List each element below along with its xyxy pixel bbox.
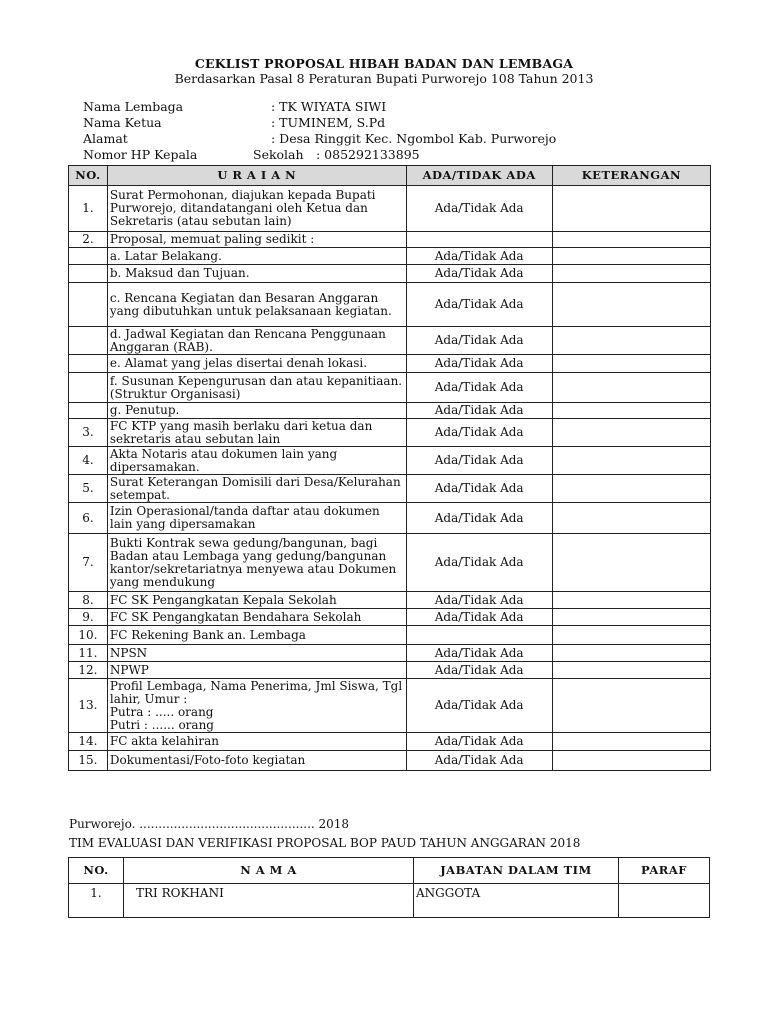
checklist-row xyxy=(69,662,711,679)
checklist-row xyxy=(69,447,711,475)
info-value: : TUMINEM, S.Pd xyxy=(271,115,386,130)
row-no xyxy=(69,403,108,419)
row-ada-tidak-ada: Ada/Tidak Ada xyxy=(406,265,552,283)
row-keterangan xyxy=(552,373,710,403)
row-uraian: Dokumentasi/Foto-foto kegiatan xyxy=(107,751,406,771)
checklist-row xyxy=(69,733,711,751)
row-keterangan xyxy=(552,283,710,327)
row-uraian: g. Penutup. xyxy=(107,403,406,419)
row-no: 10. xyxy=(69,626,108,645)
checklist-row xyxy=(69,355,711,373)
info-value: : Desa Ringgit Kec. Ngombol Kab. Purworejo xyxy=(271,131,557,146)
row-uraian-text: Profil Lembaga, Nama Penerima, Jml Siswa, Tgl lahir, Umur : xyxy=(109,678,403,706)
tim-col-jabatan: JABATAN DALAM TIM xyxy=(414,858,619,884)
tim-row-paraf xyxy=(619,884,710,918)
tim-row-jabatan: ANGGOTA xyxy=(414,884,619,918)
checklist-row xyxy=(69,475,711,503)
row-uraian: e. Alamat yang jelas disertai denah lokasi. xyxy=(107,355,406,373)
row-uraian: Proposal, memuat paling sedikit : xyxy=(107,232,406,248)
checklist-row xyxy=(69,248,711,265)
row-keterangan xyxy=(552,355,710,373)
row-uraian-sub: Putri : ...... orang xyxy=(109,717,214,732)
checklist-row xyxy=(69,373,711,403)
row-no: 4. xyxy=(69,447,108,475)
place-date: Purworejo. .............................................. 2018 xyxy=(69,817,350,831)
row-uraian-sub: Putra : ..... orang xyxy=(109,704,214,719)
row-ada-tidak-ada xyxy=(406,232,552,248)
row-no: 8. xyxy=(69,592,108,609)
row-keterangan xyxy=(552,645,710,662)
row-uraian: Izin Operasional/tanda daftar atau dokumen lain yang dipersamakan xyxy=(107,503,406,534)
row-keterangan xyxy=(552,662,710,679)
checklist-row xyxy=(69,609,711,626)
row-no xyxy=(69,373,108,403)
row-no xyxy=(69,355,108,373)
row-keterangan xyxy=(552,327,710,355)
row-no: 6. xyxy=(69,503,108,534)
checklist-row xyxy=(69,419,711,447)
row-keterangan xyxy=(552,733,710,751)
info-label: Alamat xyxy=(83,131,128,146)
row-ada-tidak-ada: Ada/Tidak Ada xyxy=(406,733,552,751)
row-uraian: b. Maksud dan Tujuan. xyxy=(107,265,406,283)
tim-row xyxy=(69,884,710,918)
checklist-table xyxy=(68,165,711,771)
document-subtitle: Berdasarkan Pasal 8 Peraturan Bupati Purworejo 108 Tahun 2013 xyxy=(174,71,594,86)
row-ada-tidak-ada: Ada/Tidak Ada xyxy=(406,248,552,265)
row-no: 13. xyxy=(69,679,108,733)
row-uraian: a. Latar Belakang. xyxy=(107,248,406,265)
row-keterangan xyxy=(552,403,710,419)
row-ada-tidak-ada: Ada/Tidak Ada xyxy=(406,447,552,475)
row-keterangan xyxy=(552,447,710,475)
row-no: 3. xyxy=(69,419,108,447)
row-uraian: Bukti Kontrak sewa gedung/bangunan, bagi Badan atau Lembaga yang gedung/bangunan kantor/sekretariatnya menyewa atau Dokumen yang mendukung xyxy=(107,534,406,592)
checklist-row xyxy=(69,534,711,592)
col-header-keterangan: KETERANGAN xyxy=(552,166,710,186)
checklist-header-row xyxy=(69,166,711,186)
document-title: CEKLIST PROPOSAL HIBAH BADAN DAN LEMBAGA xyxy=(194,56,574,71)
row-ada-tidak-ada xyxy=(406,626,552,645)
info-value: : 085292133895 xyxy=(316,147,420,162)
checklist-row xyxy=(69,232,711,248)
row-keterangan xyxy=(552,592,710,609)
tim-col-nama: N A M A xyxy=(124,858,414,884)
row-no xyxy=(69,265,108,283)
row-ada-tidak-ada: Ada/Tidak Ada xyxy=(406,751,552,771)
col-header-uraian: U R A I A N xyxy=(107,166,406,186)
checklist-row xyxy=(69,503,711,534)
info-value: : TK WIYATA SIWI xyxy=(271,99,387,114)
row-keterangan xyxy=(552,609,710,626)
row-uraian: d. Jadwal Kegiatan dan Rencana Penggunaan Anggaran (RAB). xyxy=(107,327,406,355)
row-uraian: FC SK Pengangkatan Bendahara Sekolah xyxy=(107,609,406,626)
info-label: Nama Ketua xyxy=(83,115,162,130)
row-ada-tidak-ada: Ada/Tidak Ada xyxy=(406,403,552,419)
checklist-row xyxy=(69,327,711,355)
row-no: 15. xyxy=(69,751,108,771)
row-uraian: NPWP xyxy=(107,662,406,679)
tim-table xyxy=(68,857,710,918)
row-uraian: FC Rekening Bank an. Lembaga xyxy=(107,626,406,645)
row-keterangan xyxy=(552,265,710,283)
row-no: 1. xyxy=(69,186,108,232)
tim-col-no: NO. xyxy=(69,858,124,884)
info-label-sekolah: Sekolah xyxy=(253,147,304,162)
row-uraian: FC akta kelahiran xyxy=(107,733,406,751)
tim-col-paraf: PARAF xyxy=(619,858,710,884)
row-uraian: FC SK Pengangkatan Kepala Sekolah xyxy=(107,592,406,609)
checklist-row xyxy=(69,186,711,232)
checklist-row xyxy=(69,283,711,327)
info-label: Nama Lembaga xyxy=(83,99,184,114)
checklist-row xyxy=(69,403,711,419)
checklist-row xyxy=(69,751,711,771)
tim-row-nama: TRI ROKHANI xyxy=(124,884,414,918)
row-ada-tidak-ada: Ada/Tidak Ada xyxy=(406,419,552,447)
row-ada-tidak-ada: Ada/Tidak Ada xyxy=(406,283,552,327)
row-ada-tidak-ada: Ada/Tidak Ada xyxy=(406,186,552,232)
row-keterangan xyxy=(552,626,710,645)
checklist-row xyxy=(69,265,711,283)
col-header-no: NO. xyxy=(69,166,108,186)
row-keterangan xyxy=(552,534,710,592)
row-no xyxy=(69,327,108,355)
row-no: 5. xyxy=(69,475,108,503)
col-header-ada: ADA/TIDAK ADA xyxy=(406,166,552,186)
row-ada-tidak-ada: Ada/Tidak Ada xyxy=(406,503,552,534)
row-uraian: FC KTP yang masih berlaku dari ketua dan sekretaris atau sebutan lain xyxy=(107,419,406,447)
row-no: 11. xyxy=(69,645,108,662)
row-uraian: c. Rencana Kegiatan dan Besaran Anggaran yang dibutuhkan untuk pelaksanaan kegiatan. xyxy=(107,283,406,327)
row-no xyxy=(69,283,108,327)
tim-title: TIM EVALUASI DAN VERIFIKASI PROPOSAL BOP PAUD TAHUN ANGGARAN 2018 xyxy=(69,836,581,850)
row-ada-tidak-ada: Ada/Tidak Ada xyxy=(406,679,552,733)
row-uraian: f. Susunan Kepengurusan dan atau kepanitiaan. (Struktur Organisasi) xyxy=(107,373,406,403)
row-no: 2. xyxy=(69,232,108,248)
info-label: Nomor HP Kepala xyxy=(83,147,198,162)
checklist-row xyxy=(69,592,711,609)
row-no: 7. xyxy=(69,534,108,592)
row-keterangan xyxy=(552,419,710,447)
row-keterangan xyxy=(552,186,710,232)
row-ada-tidak-ada: Ada/Tidak Ada xyxy=(406,645,552,662)
row-no: 9. xyxy=(69,609,108,626)
row-ada-tidak-ada: Ada/Tidak Ada xyxy=(406,355,552,373)
row-ada-tidak-ada: Ada/Tidak Ada xyxy=(406,327,552,355)
row-ada-tidak-ada: Ada/Tidak Ada xyxy=(406,534,552,592)
checklist-row xyxy=(69,645,711,662)
row-keterangan xyxy=(552,232,710,248)
row-uraian: Surat Keterangan Domisili dari Desa/Kelurahan setempat. xyxy=(107,475,406,503)
row-ada-tidak-ada: Ada/Tidak Ada xyxy=(406,373,552,403)
row-keterangan xyxy=(552,475,710,503)
row-keterangan xyxy=(552,751,710,771)
row-ada-tidak-ada: Ada/Tidak Ada xyxy=(406,662,552,679)
row-uraian: Akta Notaris atau dokumen lain yang dipersamakan. xyxy=(107,447,406,475)
checklist-row xyxy=(69,679,711,733)
row-no xyxy=(69,248,108,265)
row-keterangan xyxy=(552,248,710,265)
tim-header-row xyxy=(69,858,710,884)
row-keterangan xyxy=(552,503,710,534)
row-no: 12. xyxy=(69,662,108,679)
row-uraian xyxy=(107,679,406,733)
row-uraian: NPSN xyxy=(107,645,406,662)
checklist-row xyxy=(69,626,711,645)
row-ada-tidak-ada: Ada/Tidak Ada xyxy=(406,592,552,609)
row-ada-tidak-ada: Ada/Tidak Ada xyxy=(406,609,552,626)
tim-row-no: 1. xyxy=(69,884,124,918)
row-uraian: Surat Permohonan, diajukan kepada Bupati Purworejo, ditandatangani oleh Ketua dan Sekretaris (atau sebutan lain) xyxy=(107,186,406,232)
row-keterangan xyxy=(552,679,710,733)
row-ada-tidak-ada: Ada/Tidak Ada xyxy=(406,475,552,503)
row-no: 14. xyxy=(69,733,108,751)
